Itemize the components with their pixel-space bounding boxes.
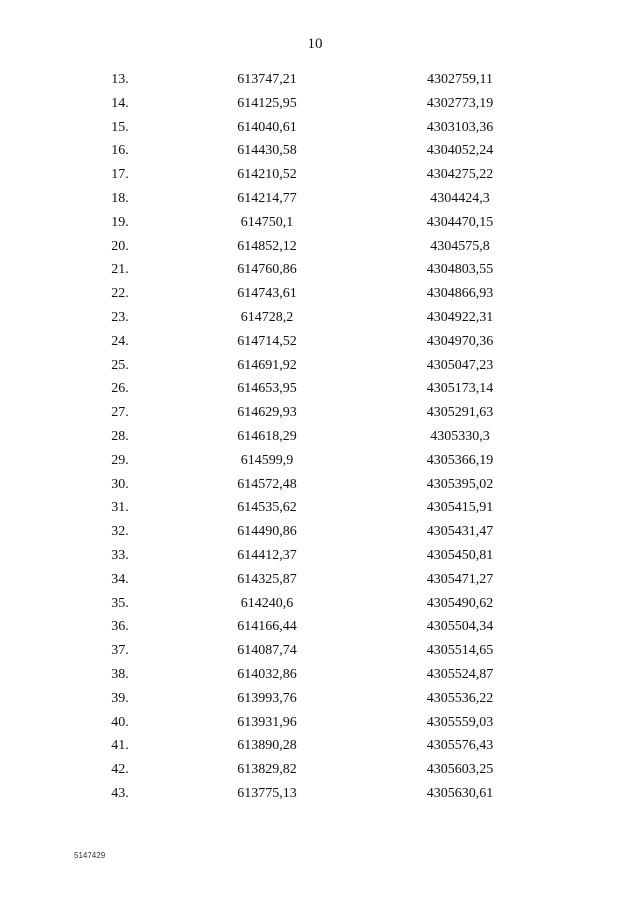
table-row [0, 163, 640, 187]
x-coordinate-cell: 614125,95 [237, 95, 297, 111]
table-row [0, 306, 640, 330]
document-code: 5147429 [74, 851, 106, 860]
table-row [0, 258, 640, 282]
point-number-cell: 31. [111, 500, 129, 516]
table-row [0, 615, 640, 639]
table-row [0, 544, 640, 568]
y-coordinate-cell: 4304922,31 [426, 309, 494, 325]
y-coordinate-cell: 4304052,24 [426, 143, 494, 159]
y-coordinate-cell: 4305536,22 [426, 690, 494, 706]
table-row [0, 782, 640, 806]
table-row [0, 354, 640, 378]
point-number-cell: 30. [111, 476, 129, 492]
table-row [0, 401, 640, 425]
point-number-cell: 27. [111, 405, 129, 421]
table-row [0, 473, 640, 497]
table-row [0, 663, 640, 687]
table-row [0, 330, 640, 354]
table-row [0, 377, 640, 401]
point-number-cell: 38. [111, 666, 129, 682]
point-number-cell: 37. [111, 643, 129, 659]
x-coordinate-cell: 614040,61 [237, 119, 297, 135]
table-row [0, 758, 640, 782]
x-coordinate-cell: 614750,1 [240, 214, 294, 230]
x-coordinate-cell: 613993,76 [237, 690, 297, 706]
point-number-cell: 25. [111, 357, 129, 373]
x-coordinate-cell: 614728,2 [240, 309, 294, 325]
x-coordinate-cell: 614572,48 [237, 476, 297, 492]
y-coordinate-cell: 4305450,81 [426, 547, 494, 563]
x-coordinate-cell: 614629,93 [237, 405, 297, 421]
y-coordinate-cell: 4302759,11 [427, 72, 493, 87]
y-coordinate-cell: 4304275,22 [426, 167, 494, 183]
table-row [0, 211, 640, 235]
y-coordinate-cell: 4305415,91 [426, 500, 494, 516]
point-number-cell: 32. [111, 524, 129, 540]
y-coordinate-cell: 4305395,02 [426, 476, 494, 492]
x-coordinate-cell: 614032,86 [237, 666, 297, 682]
page-number: 10 [307, 36, 323, 52]
point-number-cell: 35. [111, 595, 129, 611]
y-coordinate-cell: 4305524,87 [426, 666, 494, 682]
y-coordinate-cell: 4304575,8 [430, 238, 490, 254]
table-row [0, 639, 640, 663]
y-coordinate-cell: 4305559,03 [426, 714, 494, 730]
x-coordinate-cell: 614412,37 [237, 547, 297, 563]
x-coordinate-cell: 614210,52 [237, 167, 297, 183]
x-coordinate-cell: 613829,82 [237, 762, 297, 778]
table-row [0, 92, 640, 116]
y-coordinate-cell: 4304470,15 [426, 214, 494, 230]
point-number-cell: 23. [111, 309, 129, 325]
point-number-cell: 43. [111, 785, 129, 801]
x-coordinate-cell: 614691,92 [237, 357, 297, 373]
point-number-cell: 16. [111, 143, 129, 159]
x-coordinate-cell: 614490,86 [237, 524, 297, 540]
y-coordinate-cell: 4304970,36 [426, 333, 494, 349]
y-coordinate-cell: 4305471,27 [426, 571, 494, 587]
y-coordinate-cell: 4305173,14 [426, 381, 494, 397]
y-coordinate-cell: 4304803,55 [426, 262, 494, 278]
table-row [0, 520, 640, 544]
x-coordinate-cell: 614087,74 [237, 643, 297, 659]
y-coordinate-cell: 4305291,63 [426, 405, 494, 421]
table-row [0, 282, 640, 306]
x-coordinate-cell: 614430,58 [237, 143, 297, 159]
point-number-cell: 18. [111, 190, 129, 206]
point-number-cell: 21. [111, 262, 129, 278]
point-number-cell: 17. [111, 167, 129, 183]
x-coordinate-cell: 614743,61 [237, 286, 297, 302]
y-coordinate-cell: 4305630,61 [426, 785, 494, 801]
x-coordinate-cell: 614214,77 [237, 190, 297, 206]
y-coordinate-cell: 4305047,23 [426, 357, 494, 373]
x-coordinate-cell: 614852,12 [237, 238, 297, 254]
y-coordinate-cell: 4304424,3 [430, 190, 490, 206]
x-coordinate-cell: 613931,96 [237, 714, 297, 730]
point-number-cell: 14. [111, 95, 129, 111]
point-number-cell: 26. [111, 381, 129, 397]
y-coordinate-cell: 4305490,62 [426, 595, 494, 611]
table-row [0, 187, 640, 211]
table-row [0, 68, 640, 92]
y-coordinate-cell: 4305576,43 [426, 738, 494, 754]
coordinates-table [0, 68, 640, 806]
x-coordinate-cell: 614714,52 [237, 333, 297, 349]
x-coordinate-cell: 614535,62 [237, 500, 297, 516]
y-coordinate-cell: 4303103,36 [426, 119, 494, 135]
y-coordinate-cell: 4305504,34 [426, 619, 494, 635]
point-number-cell: 28. [111, 428, 129, 444]
x-coordinate-cell: 614240,6 [240, 595, 294, 611]
table-row [0, 734, 640, 758]
table-row [0, 496, 640, 520]
x-coordinate-cell: 614653,95 [237, 381, 297, 397]
y-coordinate-cell: 4302773,19 [426, 95, 494, 111]
table-row [0, 425, 640, 449]
table-row [0, 235, 640, 259]
point-number-cell: 29. [111, 452, 129, 468]
point-number-cell: 20. [111, 238, 129, 254]
point-number-cell: 39. [111, 690, 129, 706]
table-row [0, 687, 640, 711]
x-coordinate-cell: 613890,28 [237, 738, 297, 754]
point-number-cell: 19. [111, 214, 129, 230]
point-number-cell: 22. [111, 286, 129, 302]
table-row [0, 116, 640, 140]
x-coordinate-cell: 613775,13 [237, 785, 297, 801]
y-coordinate-cell: 4305514,65 [426, 643, 494, 659]
point-number-cell: 15. [111, 119, 129, 135]
point-number-cell: 40. [111, 714, 129, 730]
x-coordinate-cell: 613747,21 [237, 72, 297, 87]
table-row [0, 139, 640, 163]
y-coordinate-cell: 4304866,93 [426, 286, 494, 302]
y-coordinate-cell: 4305330,3 [430, 428, 490, 444]
table-row [0, 568, 640, 592]
point-number-cell: 34. [111, 571, 129, 587]
x-coordinate-cell: 614618,29 [237, 428, 297, 444]
point-number-cell: 24. [111, 333, 129, 349]
point-number-cell: 33. [111, 547, 129, 563]
x-coordinate-cell: 614599,9 [240, 452, 294, 468]
y-coordinate-cell: 4305366,19 [426, 452, 494, 468]
x-coordinate-cell: 614760,86 [237, 262, 297, 278]
table-row [0, 592, 640, 616]
x-coordinate-cell: 614325,87 [237, 571, 297, 587]
x-coordinate-cell: 614166,44 [237, 619, 297, 635]
table-row [0, 449, 640, 473]
point-number-cell: 13. [111, 72, 129, 87]
point-number-cell: 42. [111, 762, 129, 778]
y-coordinate-cell: 4305431,47 [426, 524, 494, 540]
point-number-cell: 36. [111, 619, 129, 635]
y-coordinate-cell: 4305603,25 [426, 762, 494, 778]
point-number-cell: 41. [111, 738, 129, 754]
table-row [0, 711, 640, 735]
